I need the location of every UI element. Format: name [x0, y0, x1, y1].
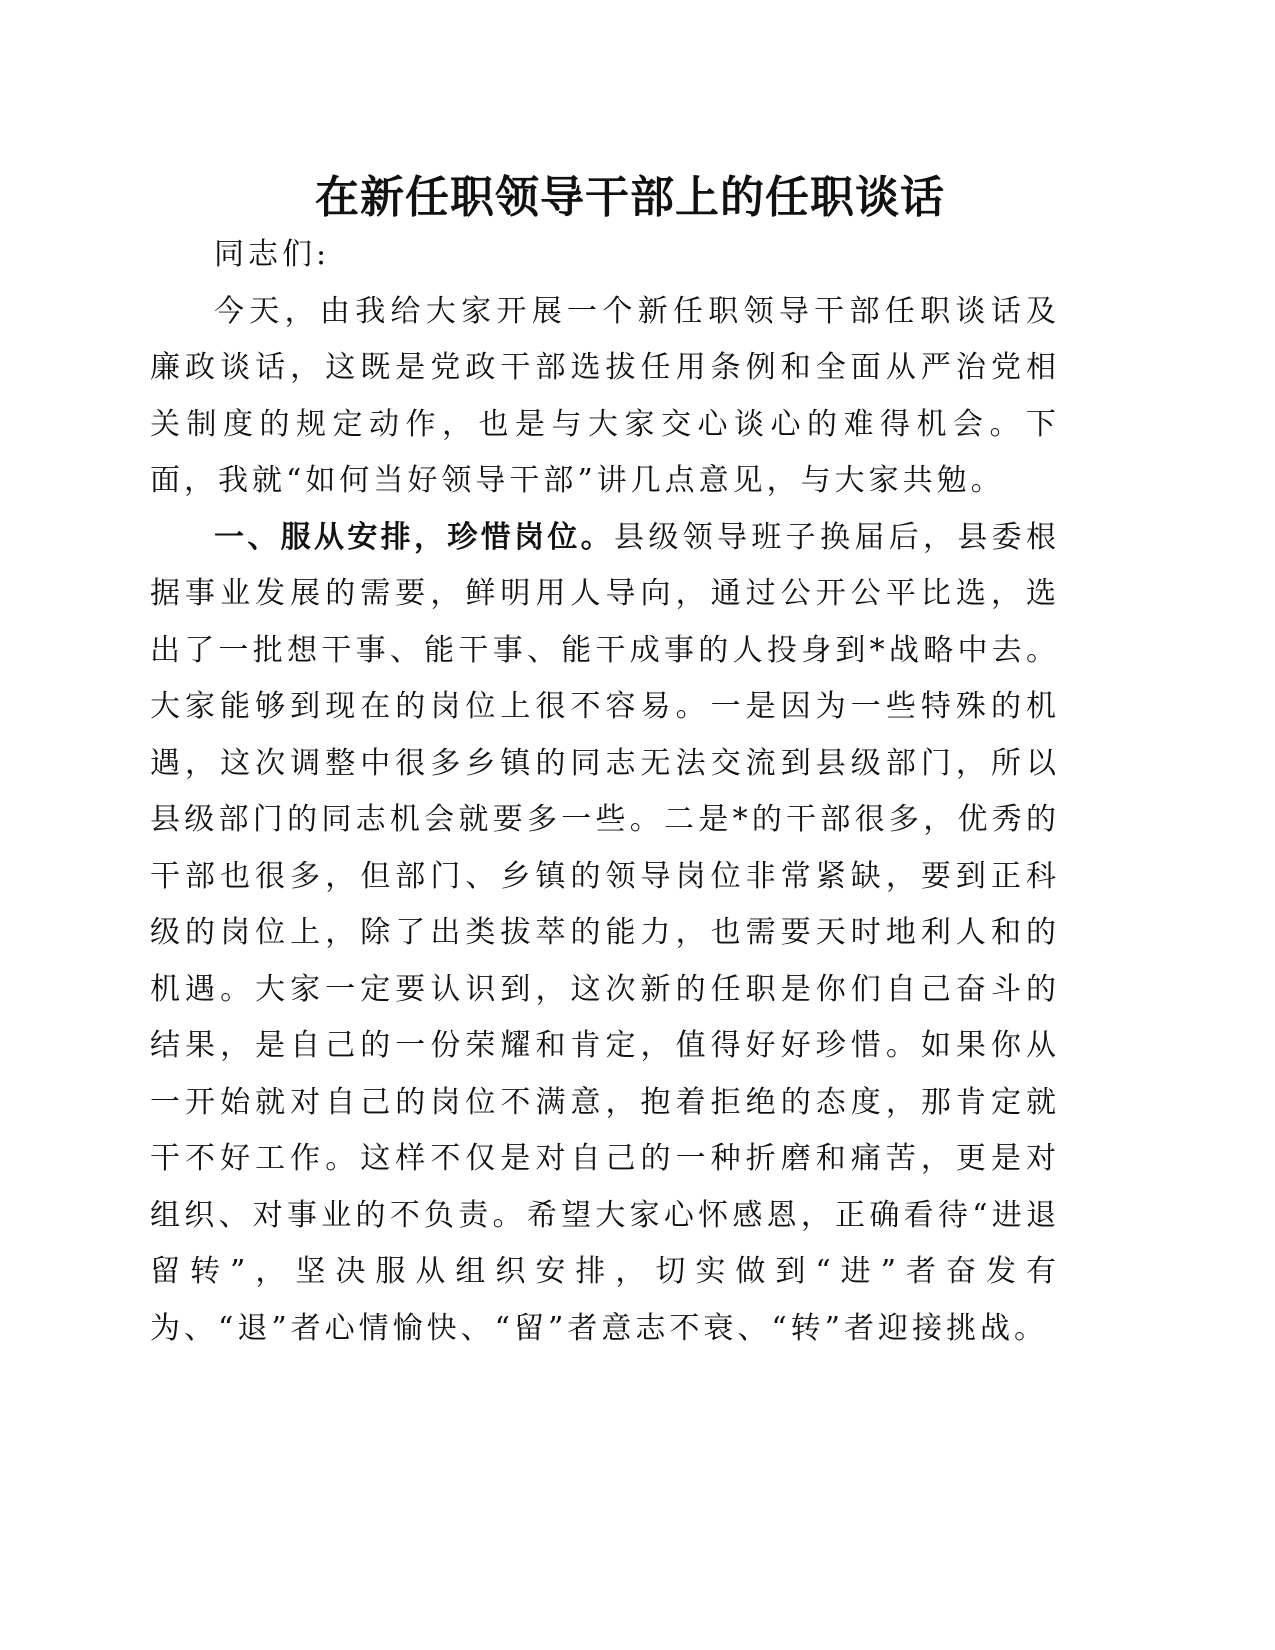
- section-1-heading: 一、服从安排，珍惜岗位。: [214, 519, 614, 555]
- intro-paragraph: 今天，由我给大家开展一个新任职领导干部任职谈话及廉政谈话，这既是党政干部选拔任用条例和全面从严治党相关制度的规定动作，也是与大家交心谈心的难得机会。下面，我就“如何当好领导干部”讲几点意见，与大家共勉。: [150, 293, 1060, 498]
- document-body: [150, 227, 1060, 1357]
- section-1-body: 县级领导班子换届后，县委根据事业发展的需要，鲜明用人导向，通过公开公平比选，选出了一批想干事、能干事、能干成事的人投身到*战略中去。大家能够到现在的岗位上很不容易。一是因为一些特殊的机遇，这次调整中很多乡镇的同志无法交流到县级部门，所以县级部门的同志机会就要多一些。二是*的干部很多，优秀的干部也很多，但部门、乡镇的领导岗位非常紧缺，要到正科级的岗位上，除了出类拔萃的能力，也需要天时地利人和的机遇。大家一定要认识到，这次新的任职是你们自己奋斗的结果，是自己的一份荣耀和肯定，值得好好珍惜。如果你从一开始就对自己的岗位不满意，抱着拒绝的态度，那肯定就干不好工作。这样不仅是对自己的一种折磨和痛苦，更是对组织、对事业的不负责。希望大家心怀感恩，正确看待“进退留转”，坚决服从组织安排，切实做到“进”者奋发有为、“退”者心情愉快、“留”者意志不衰、“转”者迎接挑战。: [150, 519, 1060, 1346]
- section-1-paragraph: [150, 510, 1060, 1358]
- salutation: 同志们:: [214, 237, 331, 272]
- document-title: 在新任职领导干部上的任职谈话: [315, 172, 945, 223]
